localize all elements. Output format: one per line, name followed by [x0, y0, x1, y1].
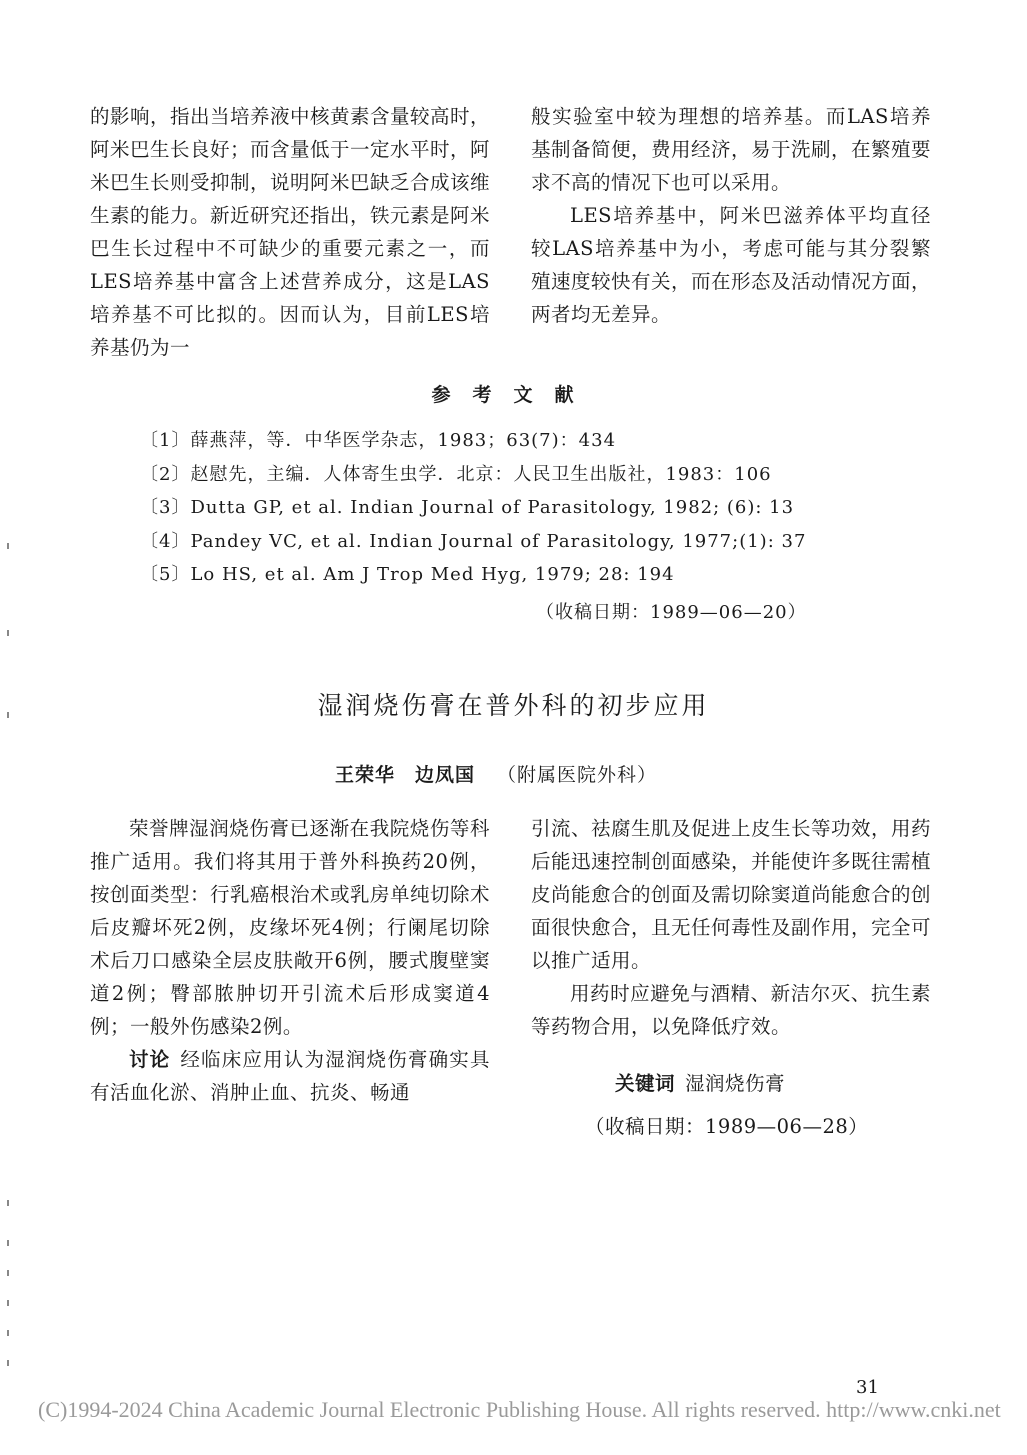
page-number: 31 — [856, 1377, 879, 1398]
discussion-paragraph — [90, 1043, 490, 1109]
reference-item: 〔5〕Lo HS, et al. Am J Trop Med Hyg, 1979; 28: 194 — [140, 564, 675, 585]
reference-item: 〔4〕Pandey VC, et al. Indian Journal of Parasitology, 1977;(1): 37 — [140, 530, 807, 552]
author-line — [335, 760, 657, 787]
article-title: 湿润烧伤膏在普外科的初步应用 — [317, 691, 710, 720]
body-paragraph: 用药时应避免与酒精、新洁尔灭、抗生素等药物合用，以免降低疗效。 — [531, 982, 931, 1038]
scan-mark — [7, 1360, 9, 1366]
body-paragraph: 的影响，指出当培养液中核黄素含量较高时，阿米巴生长良好；而含量低于一定水平时，阿米巴生长则受抑制，说明阿米巴缺乏合成该维生素的能力。新近研究还指出，铁元素是阿米巴生长过程中不可缺少的重要元素之一，而LES培养基中富含上述营养成分，这是LAS培养基不可比拟的。因而认为，目前LES培养基仍为一 — [90, 105, 491, 359]
scan-mark — [7, 630, 9, 636]
keywords — [531, 1067, 931, 1100]
copyright-footer: (C)1994-2024 China Academic Journal Electronic Publishing House. All rights reserved. http://www.cnki.net — [38, 1397, 1001, 1422]
received-date: （收稿日期：1989—06—28） — [585, 1115, 869, 1138]
scan-mark — [7, 543, 9, 549]
scan-mark — [7, 1300, 9, 1306]
reference-item: 〔3〕Dutta GP, et al. Indian Journal of Parasitology, 1982; (6): 13 — [140, 497, 795, 518]
discussion-label: 讨论 — [129, 1048, 171, 1071]
body-paragraph: 引流、祛腐生肌及促进上皮生长等功效，用药后能迅速控制创面感染，并能使许多既往需植皮尚能愈合的创面及需切除窦道尚能愈合的创面很快愈合，且无任何毒性及副作用，完全可以推广适用。 — [531, 817, 932, 972]
keywords-label: 关键词 — [615, 1072, 676, 1095]
top-left-column — [90, 100, 490, 364]
body-paragraph: 般实验室中较为理想的培养基。而LAS培养基制备简便，费用经济，易于洗刷，在繁殖要求不高的情况下也可以采用。 — [531, 105, 932, 194]
references-list — [140, 424, 940, 592]
keywords-value: 湿润烧伤膏 — [685, 1072, 786, 1095]
scan-mark — [7, 1330, 9, 1336]
article-left-column — [90, 812, 490, 1109]
discussion-text: 经临床应用认为湿润烧伤膏确实具有活血化淤、消肿止血、抗炎、畅通 — [90, 1048, 490, 1104]
article-right-column — [531, 812, 931, 1143]
received-date: （收稿日期：1989—06—20） — [536, 602, 807, 623]
body-paragraph: LES培养基中，阿米巴滋养体平均直径较LAS培养基中为小，考虑可能与其分裂繁殖速度较快有关，而在形态及活动情况方面，两者均无差异。 — [531, 204, 932, 326]
scan-mark — [7, 1270, 9, 1276]
scan-mark — [7, 1200, 9, 1206]
references-heading: 参考文献 — [431, 384, 596, 406]
scan-mark — [7, 712, 9, 718]
author-names: 王荣华 边凤国 — [335, 764, 476, 786]
body-paragraph: 荣誉牌湿润烧伤膏已逐渐在我院烧伤等科推广适用。我们将其用于普外科换药20例，按创面类型：行乳癌根治术或乳房单纯切除术后皮瓣坏死2例，皮缘坏死4例；行阑尾切除术后刀口感染全层皮肤敞开6例，腰式腹壁窦道2例；臀部脓肿切开引流术后形成窦道4例；一般外伤感染2例。 — [90, 817, 491, 1038]
reference-item: 〔2〕赵慰先，主编．人体寄生虫学．北京：人民卫生出版社，1983：106 — [140, 463, 772, 485]
scan-mark — [7, 1240, 9, 1246]
top-right-column — [531, 100, 931, 331]
reference-item: 〔1〕薛燕萍，等．中华医学杂志，1983；63(7)：434 — [140, 430, 617, 451]
author-affiliation: （附属医院外科） — [497, 764, 658, 786]
